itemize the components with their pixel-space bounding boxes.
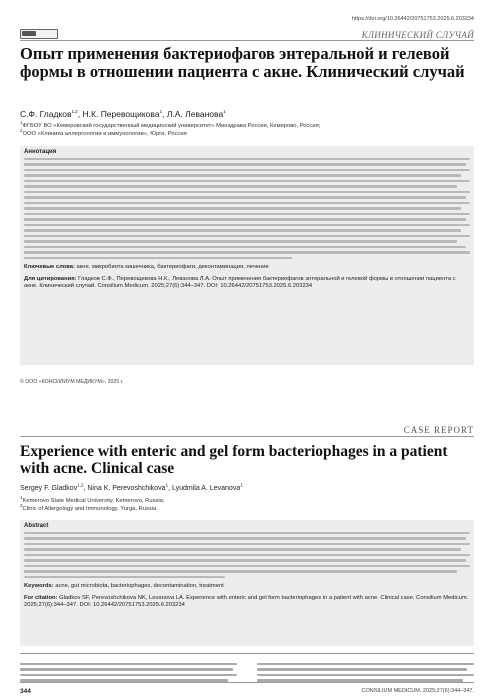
page-number: 344 <box>20 688 31 695</box>
citation-text: Гладков С.Ф., Перевощикова Н.К., Леванова Л.А. Опыт применения бактериофагов энтеральной и гелевой формы в отношении пациента с акне. Клинический случай. Consilium Medicum. 2025;27(6):344–347. DOI: 10.26442/20751753.2025.6.203234 <box>24 275 456 290</box>
citation-ru <box>24 276 470 291</box>
cc-by-nc-sa-license-icon[interactable] <box>20 29 58 39</box>
author-name[interactable]: Л.А. Леванова <box>166 109 224 119</box>
keywords-text: acne, gut microbiota, bacteriophages, decontamination, treatment <box>55 583 224 590</box>
author-name[interactable]: Lyudmila A. Levanova <box>171 485 241 492</box>
citation-en <box>24 595 470 610</box>
author-affiliation-mark: 1 <box>240 482 243 488</box>
keywords-label: Ключевые слова: <box>24 264 75 271</box>
affiliation-item <box>20 127 474 139</box>
author-affiliation-mark: 1,2 <box>71 109 78 115</box>
author-affiliation-mark: 1 <box>159 109 163 115</box>
author-name[interactable]: С.Ф. Гладков <box>20 109 72 119</box>
author-name[interactable]: Н.К. Перевощикова <box>82 109 160 119</box>
author-list-en: Sergey F. Gladkov$^{1,2}$, Nina K. Perevoshchikova$^1$, Lyudmila A. Levanova$^1$ <box>20 482 243 492</box>
doi-link[interactable]: https://doi.org/10.26442/20751753.2025.6.203234 <box>351 16 474 22</box>
affiliation-mark: 1 <box>20 495 23 501</box>
author-affiliation-mark: 1,2 <box>77 482 84 488</box>
affiliation-item <box>20 495 474 506</box>
abstract-box-ru <box>20 146 474 365</box>
category-label-ru: КЛИНИЧЕСКИЙ СЛУЧАЙ <box>361 30 474 40</box>
affiliation-mark: 1 <box>20 120 23 126</box>
citation-label: Для цитирования: <box>24 275 77 282</box>
citation-label: For citation: <box>24 594 58 601</box>
abstract-body-en <box>24 532 470 578</box>
author-name[interactable]: Nina K. Perevoshchikova <box>87 485 166 492</box>
author-list-ru: С.Ф. Гладков$^{1,2}$, Н.К. Перевощикова$^1$, Л.А. Леванова$^1$ <box>20 109 226 119</box>
affiliation-text: Clinic of Allergology and Immunology, Yurga, Russia <box>22 505 157 512</box>
keywords-label: Keywords: <box>24 583 54 590</box>
journal-citation-footer: CONSILIUM MEDICUM. 2025;27(6):344–347. <box>361 688 474 694</box>
header-divider <box>20 40 474 41</box>
affiliation-mark: 2 <box>20 127 23 133</box>
affiliation-item <box>20 502 474 514</box>
category-label-en: CASE REPORT <box>403 425 474 435</box>
keywords-en <box>24 583 470 591</box>
affiliation-text: ООО «Клиника аллергологии и иммунологии», Юрга, Россия <box>22 130 187 137</box>
affiliation-item <box>20 120 474 131</box>
affiliation-text: ФГБОУ ВО «Кемеровский государственный медицинский университет» Минздрава России, Кемерово, Россия; <box>22 123 321 129</box>
author-affiliation-mark: 1 <box>223 109 226 115</box>
abstract-heading-en: Abstract <box>24 523 49 529</box>
keywords-text: акне, микробиота кишечника, бактериофаги, деконтаминация, лечение <box>76 264 269 271</box>
abstract-box-en <box>20 520 474 646</box>
abstract-heading-ru: Аннотация <box>24 149 57 155</box>
article-title-en: Experience with enteric and gel form bacteriophages in a patient with acne. Clinical case <box>20 443 448 477</box>
citation-text: Gladkov SF, Perevoshchikova NK, Levanova LA. Experience with enteric and gel form bacteriophages in a patient with acne. Clinical case. Consilium Medicum. 2025;27(6):344–347. DOI: 10.26442/20751753.2025.6.203234 <box>24 594 469 609</box>
abstract-body-ru <box>24 158 470 259</box>
keywords-ru <box>24 264 470 272</box>
footer-divider <box>20 682 474 683</box>
affiliations-en <box>20 495 474 514</box>
copyright-notice: © ООО «КОНСИЛИУМ МЕДИКУМ», 2025 г. <box>20 379 124 385</box>
body-divider <box>20 653 474 654</box>
affiliations-ru <box>20 120 474 139</box>
author-name[interactable]: Sergey F. Gladkov <box>20 485 78 492</box>
affiliation-text: Kemerovo State Medical University, Kemerovo, Russia; <box>22 498 165 504</box>
author-affiliation-mark: 1 <box>165 482 169 488</box>
affiliation-mark: 2 <box>20 502 23 508</box>
section-divider <box>20 436 474 437</box>
article-title-ru: Опыт применения бактериофагов энтеральной и гелевой формы в отношении пациента с акне. Клинический случай <box>20 44 465 81</box>
